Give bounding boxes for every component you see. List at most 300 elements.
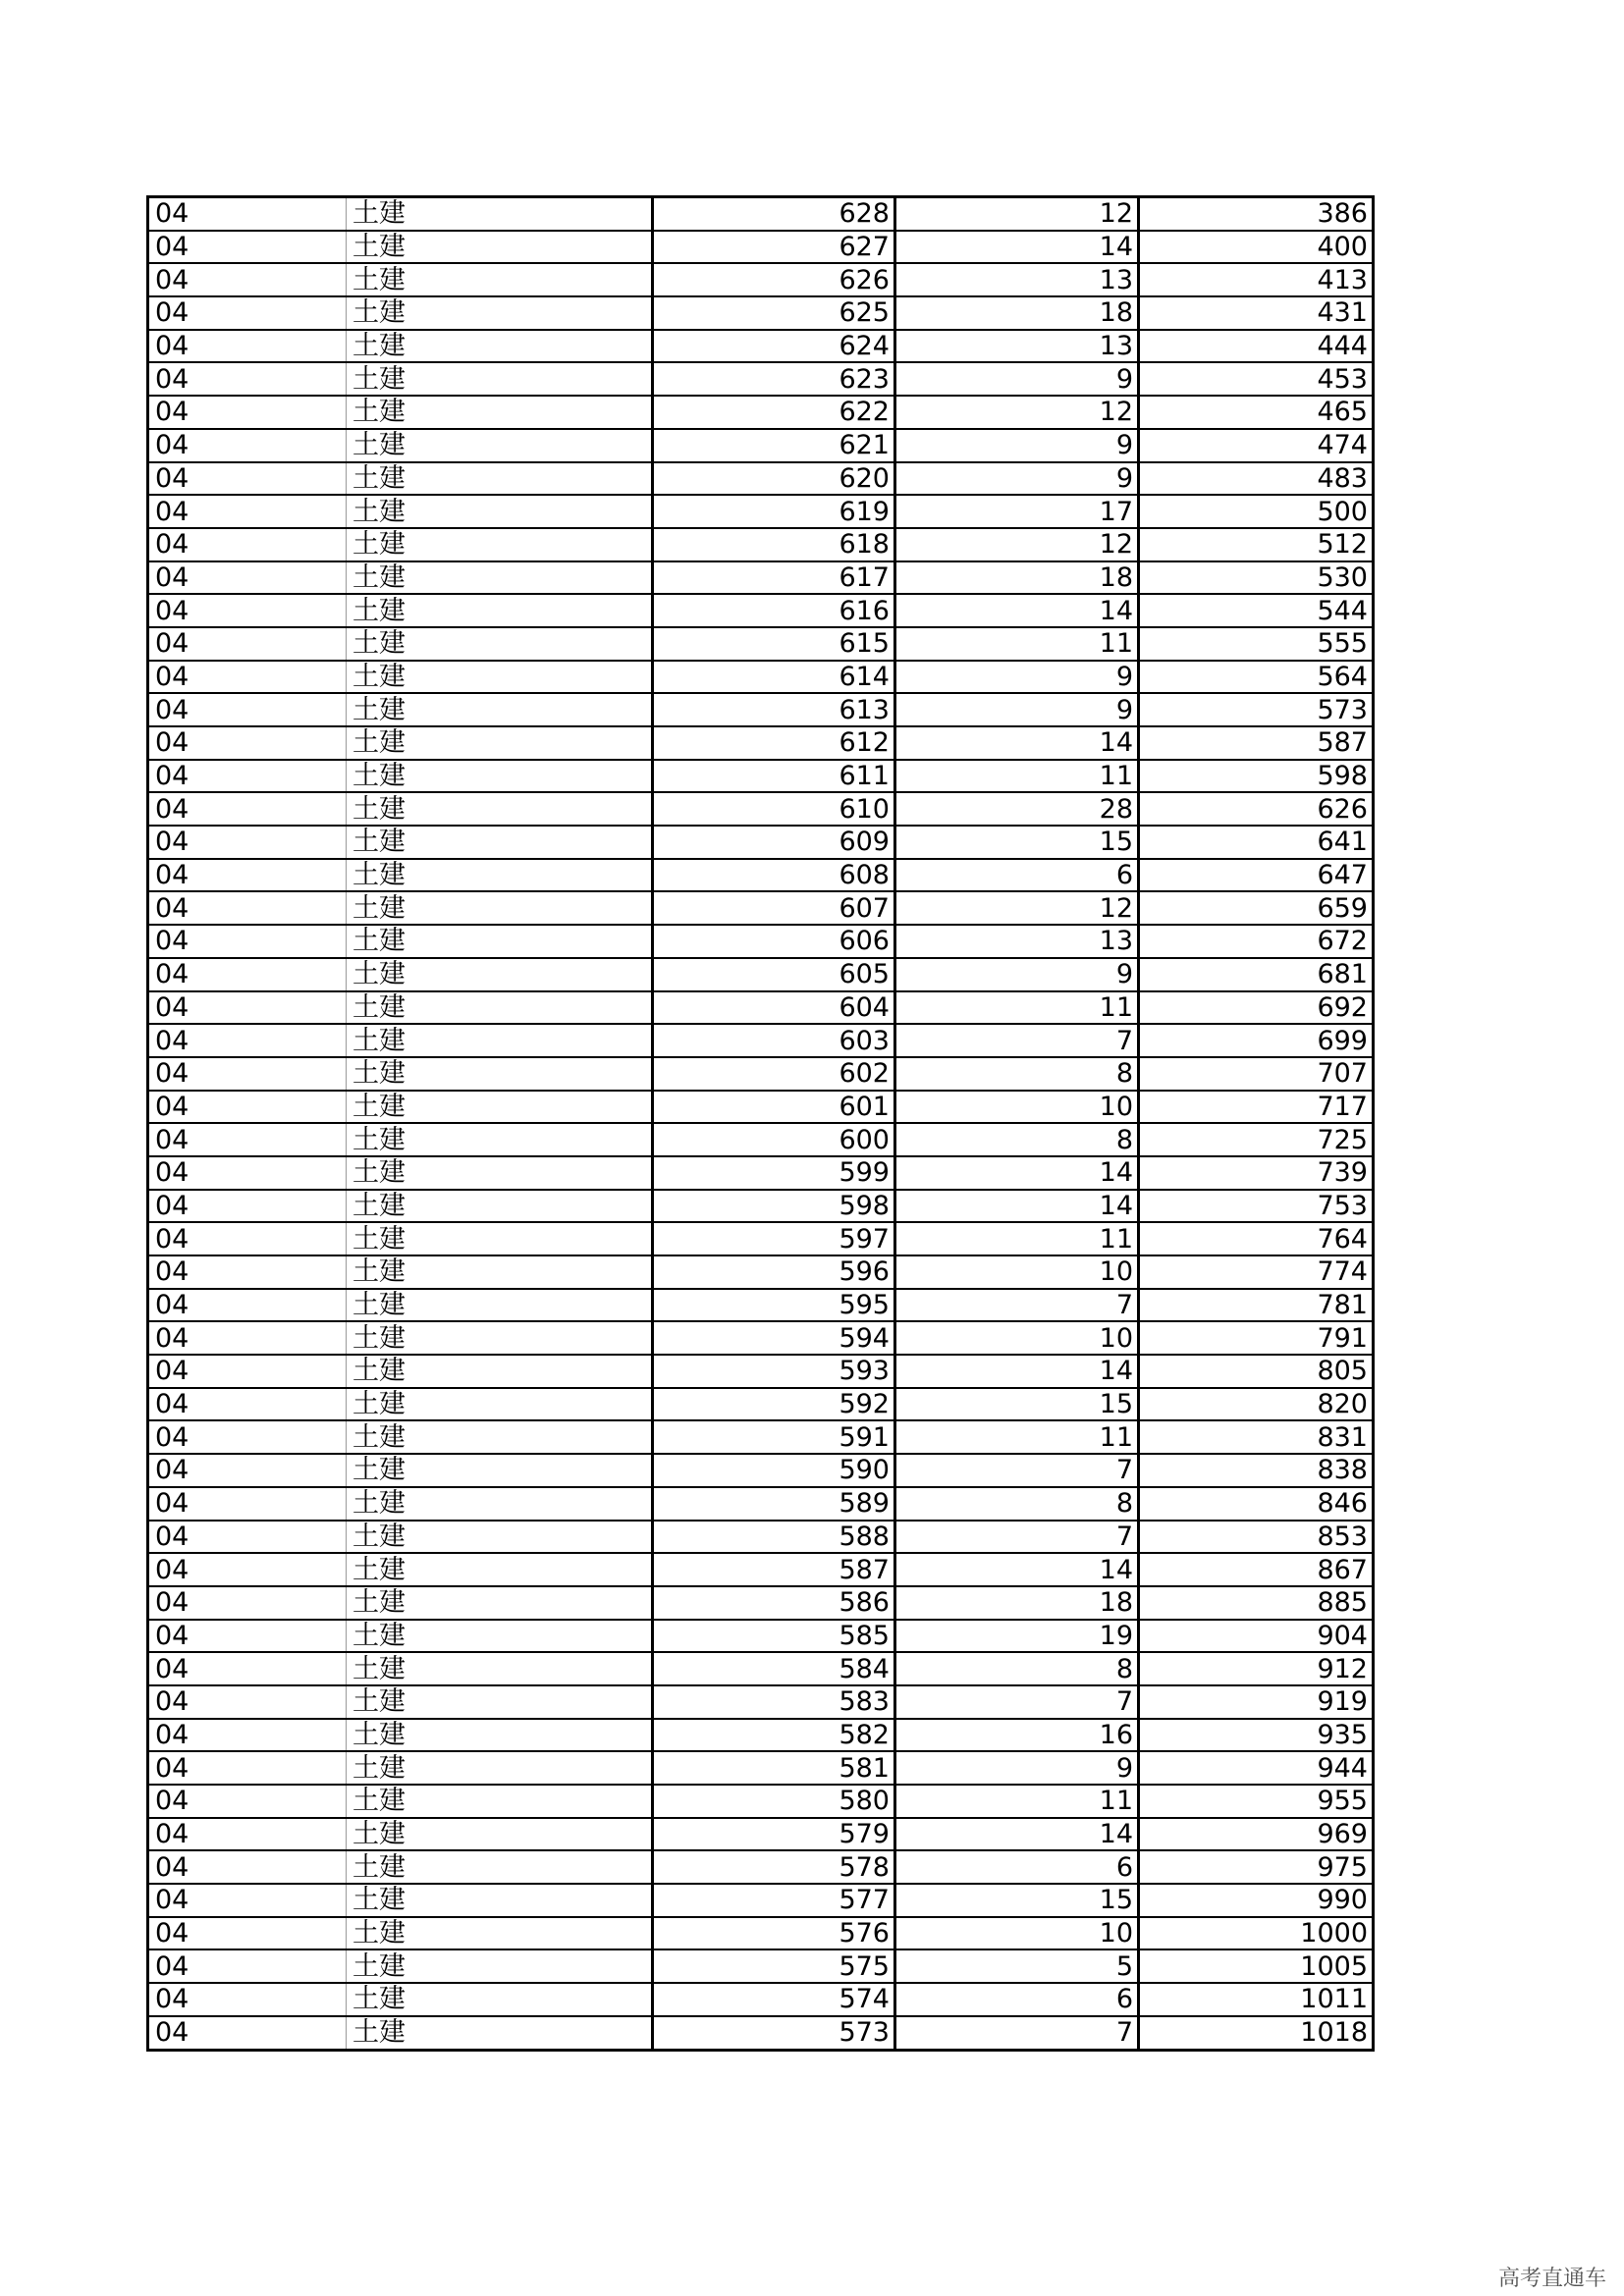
cumulative-count-cell: 400: [1139, 231, 1374, 264]
category-code-cell: 04: [148, 528, 347, 561]
score-cell: 588: [653, 1521, 895, 1554]
cumulative-count-cell: 512: [1139, 528, 1374, 561]
score-cell: 590: [653, 1454, 895, 1487]
category-name-cell: 土建: [347, 958, 653, 991]
cumulative-count-cell: 626: [1139, 792, 1374, 826]
category-name-cell: 土建: [347, 1222, 653, 1255]
table-row: [148, 1553, 1374, 1586]
category-code-cell: 04: [148, 1454, 347, 1487]
score-cell: 592: [653, 1388, 895, 1421]
cumulative-count-cell: 838: [1139, 1454, 1374, 1487]
score-cell: 614: [653, 661, 895, 694]
table-row: [148, 925, 1374, 958]
table-row: [148, 1388, 1374, 1421]
table-row: [148, 1917, 1374, 1950]
count-cell: 13: [895, 925, 1139, 958]
category-code-cell: 04: [148, 462, 347, 496]
cumulative-count-cell: 544: [1139, 594, 1374, 627]
count-cell: 14: [895, 1553, 1139, 1586]
table-row: [148, 1289, 1374, 1322]
table-row: [148, 859, 1374, 892]
category-name-cell: 土建: [347, 1785, 653, 1818]
category-code-cell: 04: [148, 1123, 347, 1156]
category-code-cell: 04: [148, 859, 347, 892]
table-row: [148, 362, 1374, 396]
category-name-cell: 土建: [347, 429, 653, 462]
cumulative-count-cell: 774: [1139, 1255, 1374, 1289]
count-cell: 19: [895, 1620, 1139, 1653]
category-code-cell: 04: [148, 1620, 347, 1653]
count-cell: 9: [895, 958, 1139, 991]
table-row: [148, 1983, 1374, 2016]
count-cell: 11: [895, 991, 1139, 1025]
cumulative-count-cell: 853: [1139, 1521, 1374, 1554]
category-name-cell: 土建: [347, 1850, 653, 1884]
table-row: [148, 1620, 1374, 1653]
count-cell: 8: [895, 1057, 1139, 1091]
count-cell: 7: [895, 1454, 1139, 1487]
category-name-cell: 土建: [347, 462, 653, 496]
category-name-cell: 土建: [347, 1388, 653, 1421]
count-cell: 11: [895, 1785, 1139, 1818]
category-code-cell: 04: [148, 1983, 347, 2016]
count-cell: 18: [895, 1586, 1139, 1620]
count-cell: 18: [895, 296, 1139, 330]
category-name-cell: 土建: [347, 1917, 653, 1950]
count-cell: 10: [895, 1321, 1139, 1355]
table-row: [148, 1487, 1374, 1521]
score-cell: 619: [653, 495, 895, 528]
count-cell: 10: [895, 1917, 1139, 1950]
table-row: [148, 561, 1374, 595]
category-name-cell: 土建: [347, 1818, 653, 1851]
category-code-cell: 04: [148, 826, 347, 859]
category-code-cell: 04: [148, 891, 347, 925]
table-row: [148, 528, 1374, 561]
category-name-cell: 土建: [347, 2016, 653, 2050]
category-code-cell: 04: [148, 231, 347, 264]
cumulative-count-cell: 1018: [1139, 2016, 1374, 2050]
table-row: [148, 991, 1374, 1025]
category-name-cell: 土建: [347, 826, 653, 859]
category-code-cell: 04: [148, 561, 347, 595]
count-cell: 11: [895, 627, 1139, 661]
category-code-cell: 04: [148, 1652, 347, 1685]
score-cell: 620: [653, 462, 895, 496]
score-cell: 610: [653, 792, 895, 826]
category-code-cell: 04: [148, 1553, 347, 1586]
cumulative-count-cell: 885: [1139, 1586, 1374, 1620]
table-row: [148, 891, 1374, 925]
table-row: [148, 1420, 1374, 1454]
category-name-cell: 土建: [347, 263, 653, 296]
count-cell: 12: [895, 197, 1139, 231]
score-cell: 581: [653, 1751, 895, 1785]
count-cell: 8: [895, 1123, 1139, 1156]
category-name-cell: 土建: [347, 561, 653, 595]
count-cell: 7: [895, 1521, 1139, 1554]
category-name-cell: 土建: [347, 1521, 653, 1554]
count-cell: 10: [895, 1091, 1139, 1124]
score-cell: 589: [653, 1487, 895, 1521]
count-cell: 14: [895, 1355, 1139, 1388]
category-code-cell: 04: [148, 627, 347, 661]
table-row: [148, 1222, 1374, 1255]
cumulative-count-cell: 1005: [1139, 1949, 1374, 1983]
cumulative-count-cell: 699: [1139, 1024, 1374, 1057]
table-row: [148, 1521, 1374, 1554]
cumulative-count-cell: 444: [1139, 330, 1374, 363]
category-name-cell: 土建: [347, 1091, 653, 1124]
category-code-cell: 04: [148, 1818, 347, 1851]
category-code-cell: 04: [148, 726, 347, 760]
category-name-cell: 土建: [347, 330, 653, 363]
score-cell: 618: [653, 528, 895, 561]
cumulative-count-cell: 791: [1139, 1321, 1374, 1355]
cumulative-count-cell: 692: [1139, 991, 1374, 1025]
cumulative-count-cell: 867: [1139, 1553, 1374, 1586]
table-row: [148, 627, 1374, 661]
category-code-cell: 04: [148, 1222, 347, 1255]
table-row: [148, 1057, 1374, 1091]
score-cell: 607: [653, 891, 895, 925]
category-name-cell: 土建: [347, 627, 653, 661]
category-name-cell: 土建: [347, 1553, 653, 1586]
table-row: [148, 1785, 1374, 1818]
score-cell: 575: [653, 1949, 895, 1983]
category-name-cell: 土建: [347, 792, 653, 826]
score-cell: 613: [653, 693, 895, 726]
table-row: [148, 1454, 1374, 1487]
table-row: [148, 1586, 1374, 1620]
count-cell: 14: [895, 1156, 1139, 1190]
category-code-cell: 04: [148, 429, 347, 462]
score-cell: 580: [653, 1785, 895, 1818]
table-row: [148, 1255, 1374, 1289]
score-cell: 615: [653, 627, 895, 661]
count-cell: 28: [895, 792, 1139, 826]
table-row: [148, 330, 1374, 363]
count-cell: 5: [895, 1949, 1139, 1983]
category-name-cell: 土建: [347, 1719, 653, 1752]
score-cell: 595: [653, 1289, 895, 1322]
count-cell: 7: [895, 1289, 1139, 1322]
category-code-cell: 04: [148, 1057, 347, 1091]
category-code-cell: 04: [148, 495, 347, 528]
cumulative-count-cell: 912: [1139, 1652, 1374, 1685]
cumulative-count-cell: 764: [1139, 1222, 1374, 1255]
table-row: [148, 958, 1374, 991]
category-name-cell: 土建: [347, 1289, 653, 1322]
score-cell: 599: [653, 1156, 895, 1190]
category-code-cell: 04: [148, 296, 347, 330]
score-cell: 583: [653, 1685, 895, 1719]
count-cell: 14: [895, 594, 1139, 627]
score-cell: 601: [653, 1091, 895, 1124]
score-cell: 624: [653, 330, 895, 363]
cumulative-count-cell: 1000: [1139, 1917, 1374, 1950]
category-code-cell: 04: [148, 1355, 347, 1388]
table-row: [148, 429, 1374, 462]
count-cell: 6: [895, 1850, 1139, 1884]
table-row: [148, 462, 1374, 496]
count-cell: 11: [895, 760, 1139, 793]
table-row: [148, 1156, 1374, 1190]
table-row: [148, 2016, 1374, 2050]
category-name-cell: 土建: [347, 693, 653, 726]
cumulative-count-cell: 969: [1139, 1818, 1374, 1851]
cumulative-count-cell: 573: [1139, 693, 1374, 726]
score-cell: 593: [653, 1355, 895, 1388]
category-code-cell: 04: [148, 1091, 347, 1124]
category-code-cell: 04: [148, 263, 347, 296]
cumulative-count-cell: 465: [1139, 396, 1374, 429]
score-cell: 609: [653, 826, 895, 859]
count-cell: 14: [895, 726, 1139, 760]
table-row: [148, 1321, 1374, 1355]
table-row: [148, 231, 1374, 264]
table-row: [148, 726, 1374, 760]
category-name-cell: 土建: [347, 594, 653, 627]
category-code-cell: 04: [148, 925, 347, 958]
cumulative-count-cell: 659: [1139, 891, 1374, 925]
cumulative-count-cell: 647: [1139, 859, 1374, 892]
score-cell: 574: [653, 1983, 895, 2016]
category-name-cell: 土建: [347, 1884, 653, 1917]
category-name-cell: 土建: [347, 1487, 653, 1521]
count-cell: 11: [895, 1420, 1139, 1454]
score-cell: 623: [653, 362, 895, 396]
category-code-cell: 04: [148, 362, 347, 396]
table-row: [148, 495, 1374, 528]
table-row: [148, 1818, 1374, 1851]
score-cell: 605: [653, 958, 895, 991]
category-name-cell: 土建: [347, 1321, 653, 1355]
category-name-cell: 土建: [347, 1586, 653, 1620]
cumulative-count-cell: 944: [1139, 1751, 1374, 1785]
cumulative-count-cell: 672: [1139, 925, 1374, 958]
category-name-cell: 土建: [347, 726, 653, 760]
cumulative-count-cell: 820: [1139, 1388, 1374, 1421]
count-cell: 15: [895, 1884, 1139, 1917]
table-row: [148, 1652, 1374, 1685]
category-code-cell: 04: [148, 1190, 347, 1223]
cumulative-count-cell: 483: [1139, 462, 1374, 496]
table-row: [148, 296, 1374, 330]
cumulative-count-cell: 500: [1139, 495, 1374, 528]
score-cell: 573: [653, 2016, 895, 2050]
category-name-cell: 土建: [347, 760, 653, 793]
table-row: [148, 826, 1374, 859]
score-cell: 622: [653, 396, 895, 429]
count-cell: 7: [895, 1685, 1139, 1719]
category-name-cell: 土建: [347, 1983, 653, 2016]
cumulative-count-cell: 831: [1139, 1420, 1374, 1454]
category-name-cell: 土建: [347, 528, 653, 561]
score-cell: 627: [653, 231, 895, 264]
count-cell: 15: [895, 826, 1139, 859]
score-cell: 608: [653, 859, 895, 892]
score-cell: 596: [653, 1255, 895, 1289]
score-cell: 603: [653, 1024, 895, 1057]
table-row: [148, 792, 1374, 826]
table-row: [148, 1091, 1374, 1124]
category-name-cell: 土建: [347, 991, 653, 1025]
category-name-cell: 土建: [347, 1190, 653, 1223]
count-cell: 15: [895, 1388, 1139, 1421]
category-name-cell: 土建: [347, 1156, 653, 1190]
cumulative-count-cell: 846: [1139, 1487, 1374, 1521]
category-code-cell: 04: [148, 1487, 347, 1521]
cumulative-count-cell: 598: [1139, 760, 1374, 793]
category-name-cell: 土建: [347, 362, 653, 396]
count-cell: 9: [895, 462, 1139, 496]
score-cell: 587: [653, 1553, 895, 1586]
category-name-cell: 土建: [347, 1949, 653, 1983]
category-code-cell: 04: [148, 594, 347, 627]
count-cell: 7: [895, 2016, 1139, 2050]
count-cell: 9: [895, 693, 1139, 726]
score-cell: 591: [653, 1420, 895, 1454]
cumulative-count-cell: 781: [1139, 1289, 1374, 1322]
score-cell: 625: [653, 296, 895, 330]
table-row: [148, 1949, 1374, 1983]
count-cell: 8: [895, 1652, 1139, 1685]
table-row: [148, 1850, 1374, 1884]
table-row: [148, 263, 1374, 296]
category-name-cell: 土建: [347, 396, 653, 429]
category-name-cell: 土建: [347, 1024, 653, 1057]
cumulative-count-cell: 739: [1139, 1156, 1374, 1190]
count-cell: 14: [895, 231, 1139, 264]
score-cell: 585: [653, 1620, 895, 1653]
category-code-cell: 04: [148, 1024, 347, 1057]
category-name-cell: 土建: [347, 1355, 653, 1388]
score-cell: 621: [653, 429, 895, 462]
count-cell: 7: [895, 1024, 1139, 1057]
score-cell: 602: [653, 1057, 895, 1091]
category-code-cell: 04: [148, 991, 347, 1025]
count-cell: 9: [895, 1751, 1139, 1785]
count-cell: 13: [895, 263, 1139, 296]
cumulative-count-cell: 975: [1139, 1850, 1374, 1884]
score-cell: 611: [653, 760, 895, 793]
cumulative-count-cell: 386: [1139, 197, 1374, 231]
table-row: [148, 594, 1374, 627]
category-code-cell: 04: [148, 1719, 347, 1752]
category-code-cell: 04: [148, 330, 347, 363]
cumulative-count-cell: 641: [1139, 826, 1374, 859]
category-name-cell: 土建: [347, 891, 653, 925]
table-row: [148, 1685, 1374, 1719]
score-cell: 584: [653, 1652, 895, 1685]
cumulative-count-cell: 990: [1139, 1884, 1374, 1917]
category-code-cell: 04: [148, 1321, 347, 1355]
cumulative-count-cell: 919: [1139, 1685, 1374, 1719]
count-cell: 11: [895, 1222, 1139, 1255]
count-cell: 17: [895, 495, 1139, 528]
score-cell: 577: [653, 1884, 895, 1917]
cumulative-count-cell: 717: [1139, 1091, 1374, 1124]
category-name-cell: 土建: [347, 1652, 653, 1685]
category-code-cell: 04: [148, 1884, 347, 1917]
category-code-cell: 04: [148, 1255, 347, 1289]
count-cell: 14: [895, 1818, 1139, 1851]
category-code-cell: 04: [148, 1751, 347, 1785]
category-name-cell: 土建: [347, 231, 653, 264]
score-cell: 612: [653, 726, 895, 760]
category-name-cell: 土建: [347, 1123, 653, 1156]
category-code-cell: 04: [148, 1586, 347, 1620]
table-row: [148, 693, 1374, 726]
cumulative-count-cell: 955: [1139, 1785, 1374, 1818]
score-cell: 597: [653, 1222, 895, 1255]
cumulative-count-cell: 453: [1139, 362, 1374, 396]
category-code-cell: 04: [148, 1289, 347, 1322]
cumulative-count-cell: 707: [1139, 1057, 1374, 1091]
count-cell: 12: [895, 891, 1139, 925]
cumulative-count-cell: 431: [1139, 296, 1374, 330]
category-code-cell: 04: [148, 661, 347, 694]
score-cell: 578: [653, 1850, 895, 1884]
score-cell: 616: [653, 594, 895, 627]
category-name-cell: 土建: [347, 1751, 653, 1785]
table-row: [148, 661, 1374, 694]
category-code-cell: 04: [148, 1388, 347, 1421]
category-code-cell: 04: [148, 1785, 347, 1818]
category-code-cell: 04: [148, 1156, 347, 1190]
cumulative-count-cell: 935: [1139, 1719, 1374, 1752]
category-name-cell: 土建: [347, 925, 653, 958]
count-cell: 8: [895, 1487, 1139, 1521]
cumulative-count-cell: 681: [1139, 958, 1374, 991]
count-cell: 9: [895, 661, 1139, 694]
category-name-cell: 土建: [347, 1255, 653, 1289]
score-cell: 586: [653, 1586, 895, 1620]
category-code-cell: 04: [148, 1917, 347, 1950]
category-name-cell: 土建: [347, 1420, 653, 1454]
category-name-cell: 土建: [347, 1057, 653, 1091]
score-table-body: [148, 197, 1374, 2051]
category-code-cell: 04: [148, 396, 347, 429]
count-cell: 14: [895, 1190, 1139, 1223]
score-cell: 579: [653, 1818, 895, 1851]
cumulative-count-cell: 1011: [1139, 1983, 1374, 2016]
count-cell: 12: [895, 396, 1139, 429]
table-row: [148, 1355, 1374, 1388]
count-cell: 12: [895, 528, 1139, 561]
table-row: [148, 760, 1374, 793]
category-name-cell: 土建: [347, 1620, 653, 1653]
cumulative-count-cell: 904: [1139, 1620, 1374, 1653]
count-cell: 10: [895, 1255, 1139, 1289]
score-cell: 606: [653, 925, 895, 958]
cumulative-count-cell: 474: [1139, 429, 1374, 462]
category-code-cell: 04: [148, 1521, 347, 1554]
count-cell: 9: [895, 429, 1139, 462]
count-cell: 6: [895, 859, 1139, 892]
category-code-cell: 04: [148, 1949, 347, 1983]
table-row: [148, 1719, 1374, 1752]
cumulative-count-cell: 725: [1139, 1123, 1374, 1156]
cumulative-count-cell: 753: [1139, 1190, 1374, 1223]
score-table: [146, 195, 1375, 2052]
count-cell: 16: [895, 1719, 1139, 1752]
score-cell: 604: [653, 991, 895, 1025]
category-code-cell: 04: [148, 197, 347, 231]
score-cell: 628: [653, 197, 895, 231]
table-row: [148, 1190, 1374, 1223]
